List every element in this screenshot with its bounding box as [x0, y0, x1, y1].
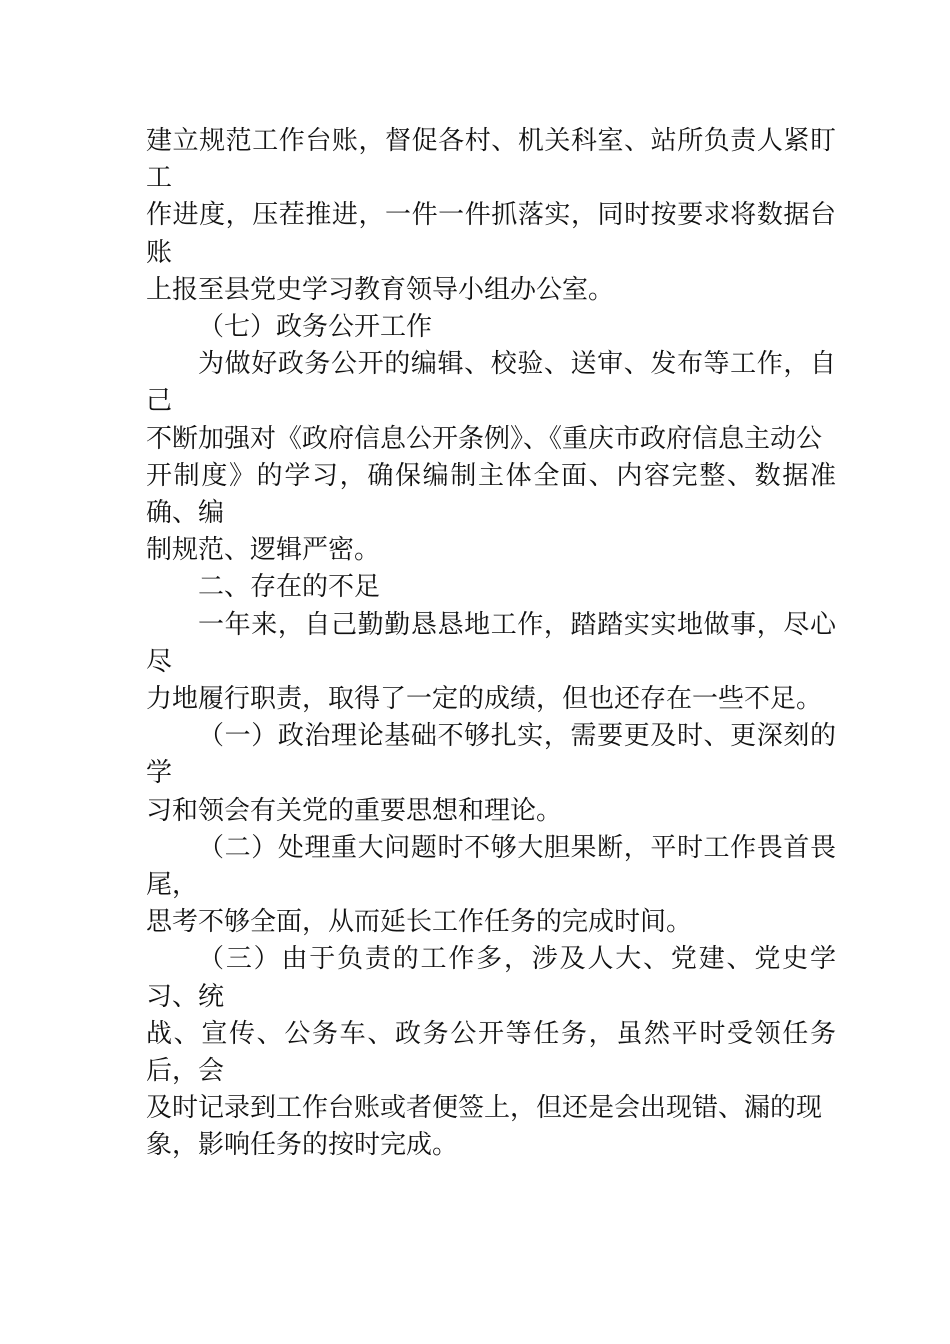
document-body — [146, 123, 836, 1165]
section-heading-shortcomings: 二、存在的不足 — [198, 572, 381, 603]
paragraph-shortcoming-1: （一）政治理论基础不够扎实，需要更及时、更深刻的学 习和领会有关党的重要思想和理论。 — [146, 721, 836, 826]
paragraph-ledger-continuation: 建立规范工作台账，督促各村、机关科室、站所负责人紧盯工 作进度，压茬推进，一件一件抓落实，同时按要求将数据台账 上报至县党史学习教育领导小组办公室。 — [146, 126, 836, 305]
paragraph-shortcomings-intro: 一年来，自己勤勤恳恳地工作，踏踏实实地做事，尽心尽 力地履行职责，取得了一定的成绩，但也还存在一些不足。 — [146, 609, 836, 715]
paragraph-shortcoming-2: （二）处理重大问题时不够大胆果断，平时工作畏首畏尾， 思考不够全面，从而延长工作任务的完成时间。 — [146, 832, 836, 938]
paragraph-government-affairs: 为做好政务公开的编辑、校验、送审、发布等工作，自己 不断加强对《政府信息公开条例》、《重庆市政府信息主动公 开制度》的学习，确保编制主体全面、内容完整、数据准确、编 制规范、逻辑严密。 — [146, 349, 836, 566]
section-heading-government-affairs: （七）政务公开工作 — [198, 312, 433, 343]
paragraph-shortcoming-3: （三）由于负责的工作多，涉及人大、党建、党史学习、统 战、宣传、公务车、政务公开等任务，虽然平时受领任务后，会 及时记录到工作台账或者便签上，但还是会出现错、漏的现 象，影响任务的按时完成。 — [146, 944, 836, 1161]
